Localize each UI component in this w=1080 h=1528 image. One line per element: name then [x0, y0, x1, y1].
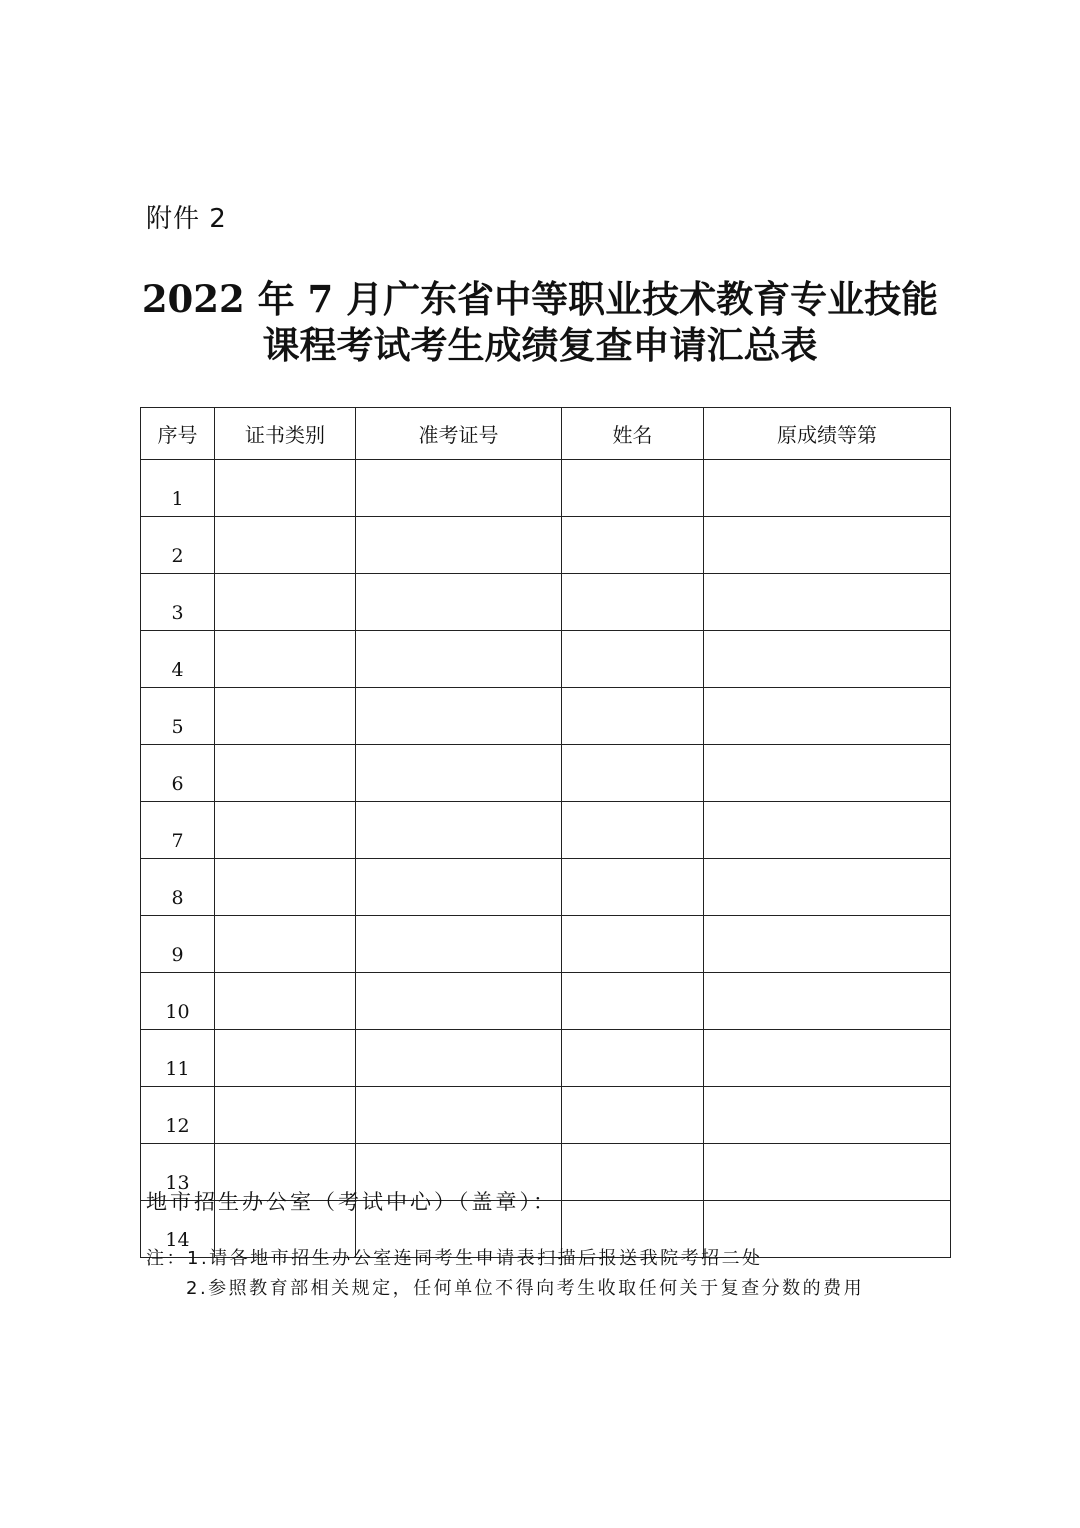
cell-certificate-type: [215, 916, 356, 973]
cell-admission-ticket-number: [356, 1087, 562, 1144]
cell-name: [562, 631, 704, 688]
cell-admission-ticket-number: [356, 460, 562, 517]
row-serial-number: 8: [141, 859, 215, 916]
document-title-line-1: 2022 年 7 月广东省中等职业技术教育专业技能: [141, 277, 939, 321]
row-serial-number: 6: [141, 745, 215, 802]
table-row: [141, 802, 951, 859]
cell-name: [562, 574, 704, 631]
cell-original-grade: [704, 574, 951, 631]
cell-certificate-type: [215, 1087, 356, 1144]
cell-original-grade: [704, 517, 951, 574]
cell-certificate-type: [215, 802, 356, 859]
table-header-row: [141, 408, 951, 460]
cell-original-grade: [704, 1030, 951, 1087]
table-row: [141, 688, 951, 745]
cell-admission-ticket-number: [356, 859, 562, 916]
cell-original-grade: [704, 916, 951, 973]
cell-admission-ticket-number: [356, 745, 562, 802]
cell-name: [562, 1030, 704, 1087]
row-serial-number: 11: [141, 1030, 215, 1087]
cell-name: [562, 1144, 704, 1201]
cell-certificate-type: [215, 574, 356, 631]
row-serial-number: 2: [141, 517, 215, 574]
row-serial-number: 3: [141, 574, 215, 631]
cell-admission-ticket-number: [356, 688, 562, 745]
row-serial-number: 7: [141, 802, 215, 859]
cell-admission-ticket-number: [356, 916, 562, 973]
cell-admission-ticket-number: [356, 802, 562, 859]
table-row: [141, 1087, 951, 1144]
header-name: 姓名: [562, 408, 704, 460]
row-serial-number: 14: [141, 1201, 215, 1258]
header-certificate-type: 证书类别: [215, 408, 356, 460]
cell-name: [562, 802, 704, 859]
table-row: [141, 1030, 951, 1087]
row-serial-number: 9: [141, 916, 215, 973]
application-summary-table: [140, 407, 951, 1258]
cell-name: [562, 688, 704, 745]
cell-original-grade: [704, 802, 951, 859]
cell-certificate-type: [215, 745, 356, 802]
cell-admission-ticket-number: [356, 1030, 562, 1087]
cell-original-grade: [704, 859, 951, 916]
cell-certificate-type: [215, 1030, 356, 1087]
cell-admission-ticket-number: [356, 517, 562, 574]
cell-original-grade: [704, 745, 951, 802]
cell-original-grade: [704, 688, 951, 745]
cell-certificate-type: [215, 517, 356, 574]
cell-name: [562, 916, 704, 973]
table-row: [141, 745, 951, 802]
cell-original-grade: [704, 460, 951, 517]
table-row: [141, 973, 951, 1030]
cell-original-grade: [704, 973, 951, 1030]
table-row: [141, 859, 951, 916]
table-row: [141, 517, 951, 574]
cell-original-grade: [704, 1144, 951, 1201]
header-serial-number: 序号: [141, 408, 215, 460]
row-serial-number: 5: [141, 688, 215, 745]
cell-name: [562, 460, 704, 517]
cell-certificate-type: [215, 631, 356, 688]
cell-name: [562, 1087, 704, 1144]
row-serial-number: 1: [141, 460, 215, 517]
cell-certificate-type: [215, 973, 356, 1030]
cell-admission-ticket-number: [356, 574, 562, 631]
table-row: [141, 631, 951, 688]
cell-name: [562, 859, 704, 916]
attachment-label: 附件 2: [146, 204, 227, 234]
cell-name: [562, 745, 704, 802]
row-serial-number: 4: [141, 631, 215, 688]
cell-original-grade: [704, 631, 951, 688]
document-title-line-2: 课程考试考生成绩复查申请汇总表: [262, 323, 818, 367]
header-original-grade: 原成绩等第: [704, 408, 951, 460]
cell-certificate-type: [215, 688, 356, 745]
header-admission-ticket-number: 准考证号: [356, 408, 562, 460]
row-serial-number: 12: [141, 1087, 215, 1144]
row-serial-number: 10: [141, 973, 215, 1030]
table-row: [141, 460, 951, 517]
cell-original-grade: [704, 1087, 951, 1144]
note-line-2: 2.参照教育部相关规定，任何单位不得向考生收取任何关于复查分数的费用: [186, 1278, 865, 1299]
stamp-line: 地市招生办公室（考试中心）（盖章）：: [146, 1190, 557, 1214]
cell-certificate-type: [215, 859, 356, 916]
cell-certificate-type: [215, 460, 356, 517]
note-line-1: 注：1.请各地市招生办公室连同考生申请表扫描后报送我院考招二处: [146, 1248, 763, 1269]
cell-name: [562, 517, 704, 574]
cell-admission-ticket-number: [356, 631, 562, 688]
row-serial-number: 13: [141, 1144, 215, 1201]
cell-name: [562, 973, 704, 1030]
table-row: [141, 916, 951, 973]
cell-admission-ticket-number: [356, 973, 562, 1030]
table-row: [141, 574, 951, 631]
